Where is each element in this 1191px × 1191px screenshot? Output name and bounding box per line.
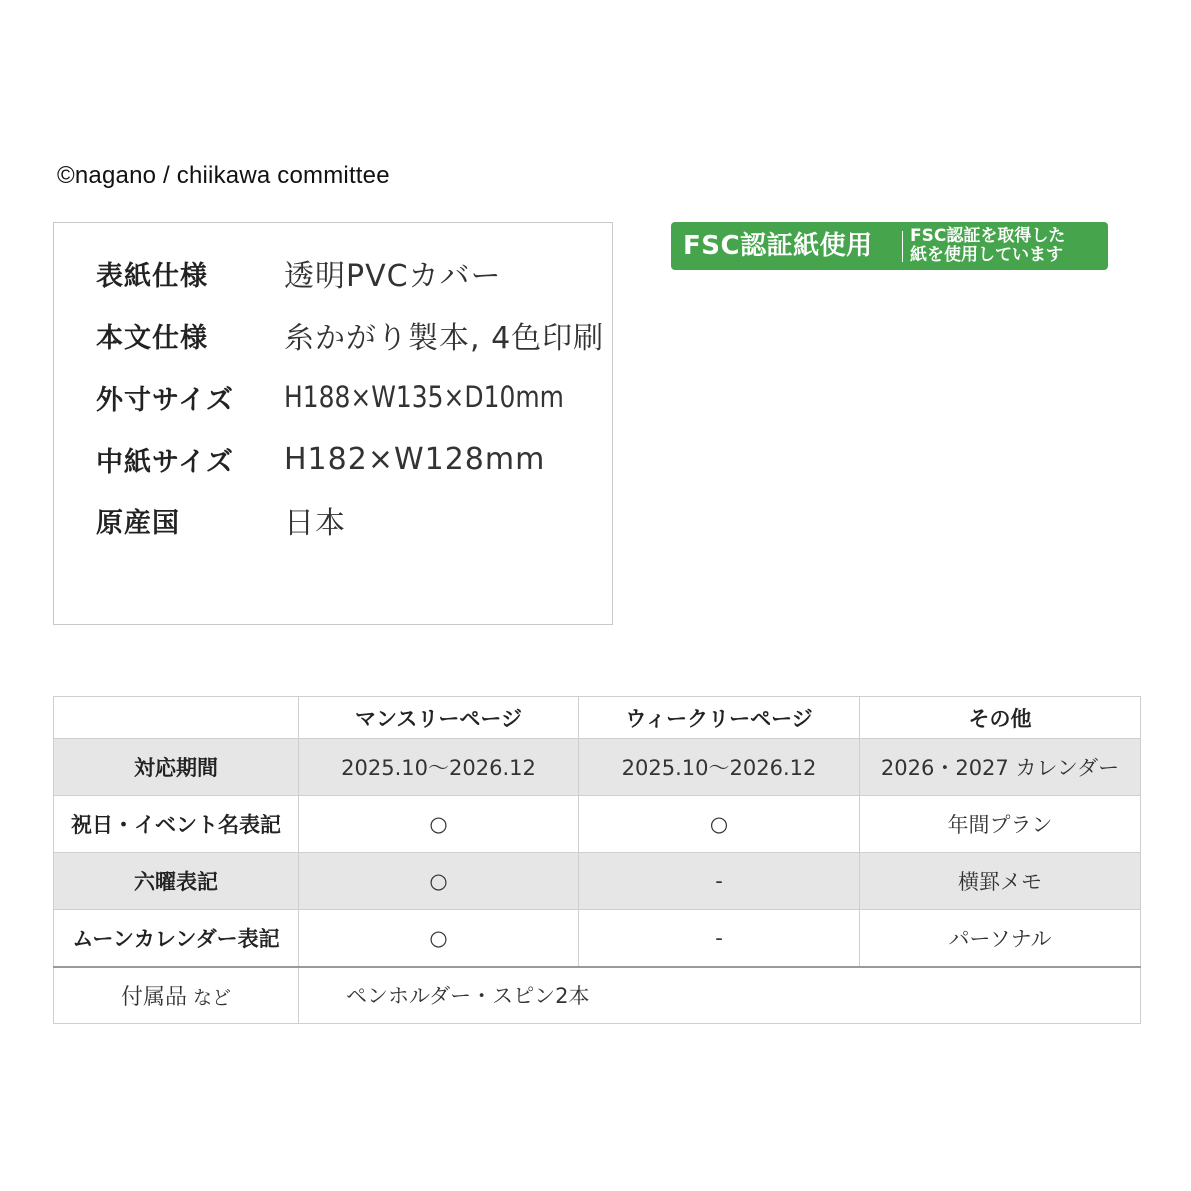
spec-label: 原産国 <box>96 507 180 539</box>
spec-value: 糸かがり製本, 4色印刷 <box>284 321 605 356</box>
circle-mark: ○ <box>299 796 579 853</box>
spec-label: 外寸サイズ <box>96 384 234 416</box>
table-row <box>54 910 1141 967</box>
circle-mark: ○ <box>299 853 579 910</box>
spec-label: 中紙サイズ <box>96 446 234 478</box>
spec-row-body <box>96 315 604 355</box>
table-cell: - <box>579 853 860 910</box>
accessories-value: ペンホルダー・スピン2本 <box>299 967 1141 1024</box>
spec-label: 本文仕様 <box>96 322 208 354</box>
row-label: 対応期間 <box>54 739 299 796</box>
row-label: 六曜表記 <box>54 853 299 910</box>
table-row <box>54 739 1141 796</box>
spec-box <box>53 222 613 625</box>
table-cell: 2025.10〜2026.12 <box>299 739 579 796</box>
fsc-badge-note-line1: FSC認証を取得した <box>910 226 1066 246</box>
copyright-notice: ©nagano / chiikawa committee <box>57 162 390 189</box>
table-cell: 2025.10〜2026.12 <box>579 739 860 796</box>
spec-row-origin <box>96 500 346 540</box>
accessories-label-text: 付属品 <box>120 984 187 1010</box>
spec-value: 日本 <box>284 506 346 541</box>
table-row <box>54 796 1141 853</box>
table-cell: 年間プラン <box>860 796 1141 853</box>
table-cell: パーソナル <box>860 910 1141 967</box>
accessories-label-suffix: など <box>193 986 232 1009</box>
circle-mark: ○ <box>579 796 860 853</box>
spec-value: 透明PVCカバー <box>284 259 502 294</box>
fsc-badge-note-line2: 紙を使用しています <box>910 245 1063 265</box>
table-footer-row <box>54 967 1141 1024</box>
circle-mark: ○ <box>299 910 579 967</box>
table-header-empty <box>54 697 299 739</box>
spec-value: H188×W135×D10mm <box>284 380 564 414</box>
fsc-badge-note <box>910 227 1065 265</box>
table-header-weekly: ウィークリーページ <box>579 697 860 739</box>
table-cell: - <box>579 910 860 967</box>
fsc-badge-title: FSC認証紙使用 <box>683 231 873 261</box>
fsc-badge-divider <box>902 231 903 262</box>
table-cell: 2026・2027 カレンダー <box>860 739 1141 796</box>
row-label: ムーンカレンダー表記 <box>54 910 299 967</box>
table-header-row <box>54 697 1141 739</box>
table-header-monthly: マンスリーページ <box>299 697 579 739</box>
fsc-badge <box>671 222 1108 270</box>
spec-row-outer-size <box>96 377 610 417</box>
spec-row-inner-size <box>96 439 545 479</box>
spec-value: H182×W128mm <box>284 441 546 477</box>
accessories-label <box>54 967 299 1024</box>
table-row <box>54 853 1141 910</box>
spec-label: 表紙仕様 <box>96 260 208 292</box>
table-cell: 横罫メモ <box>860 853 1141 910</box>
table-header-other: その他 <box>860 697 1141 739</box>
row-label: 祝日・イベント名表記 <box>54 796 299 853</box>
feature-table <box>53 696 1141 1024</box>
spec-row-cover <box>96 253 502 293</box>
